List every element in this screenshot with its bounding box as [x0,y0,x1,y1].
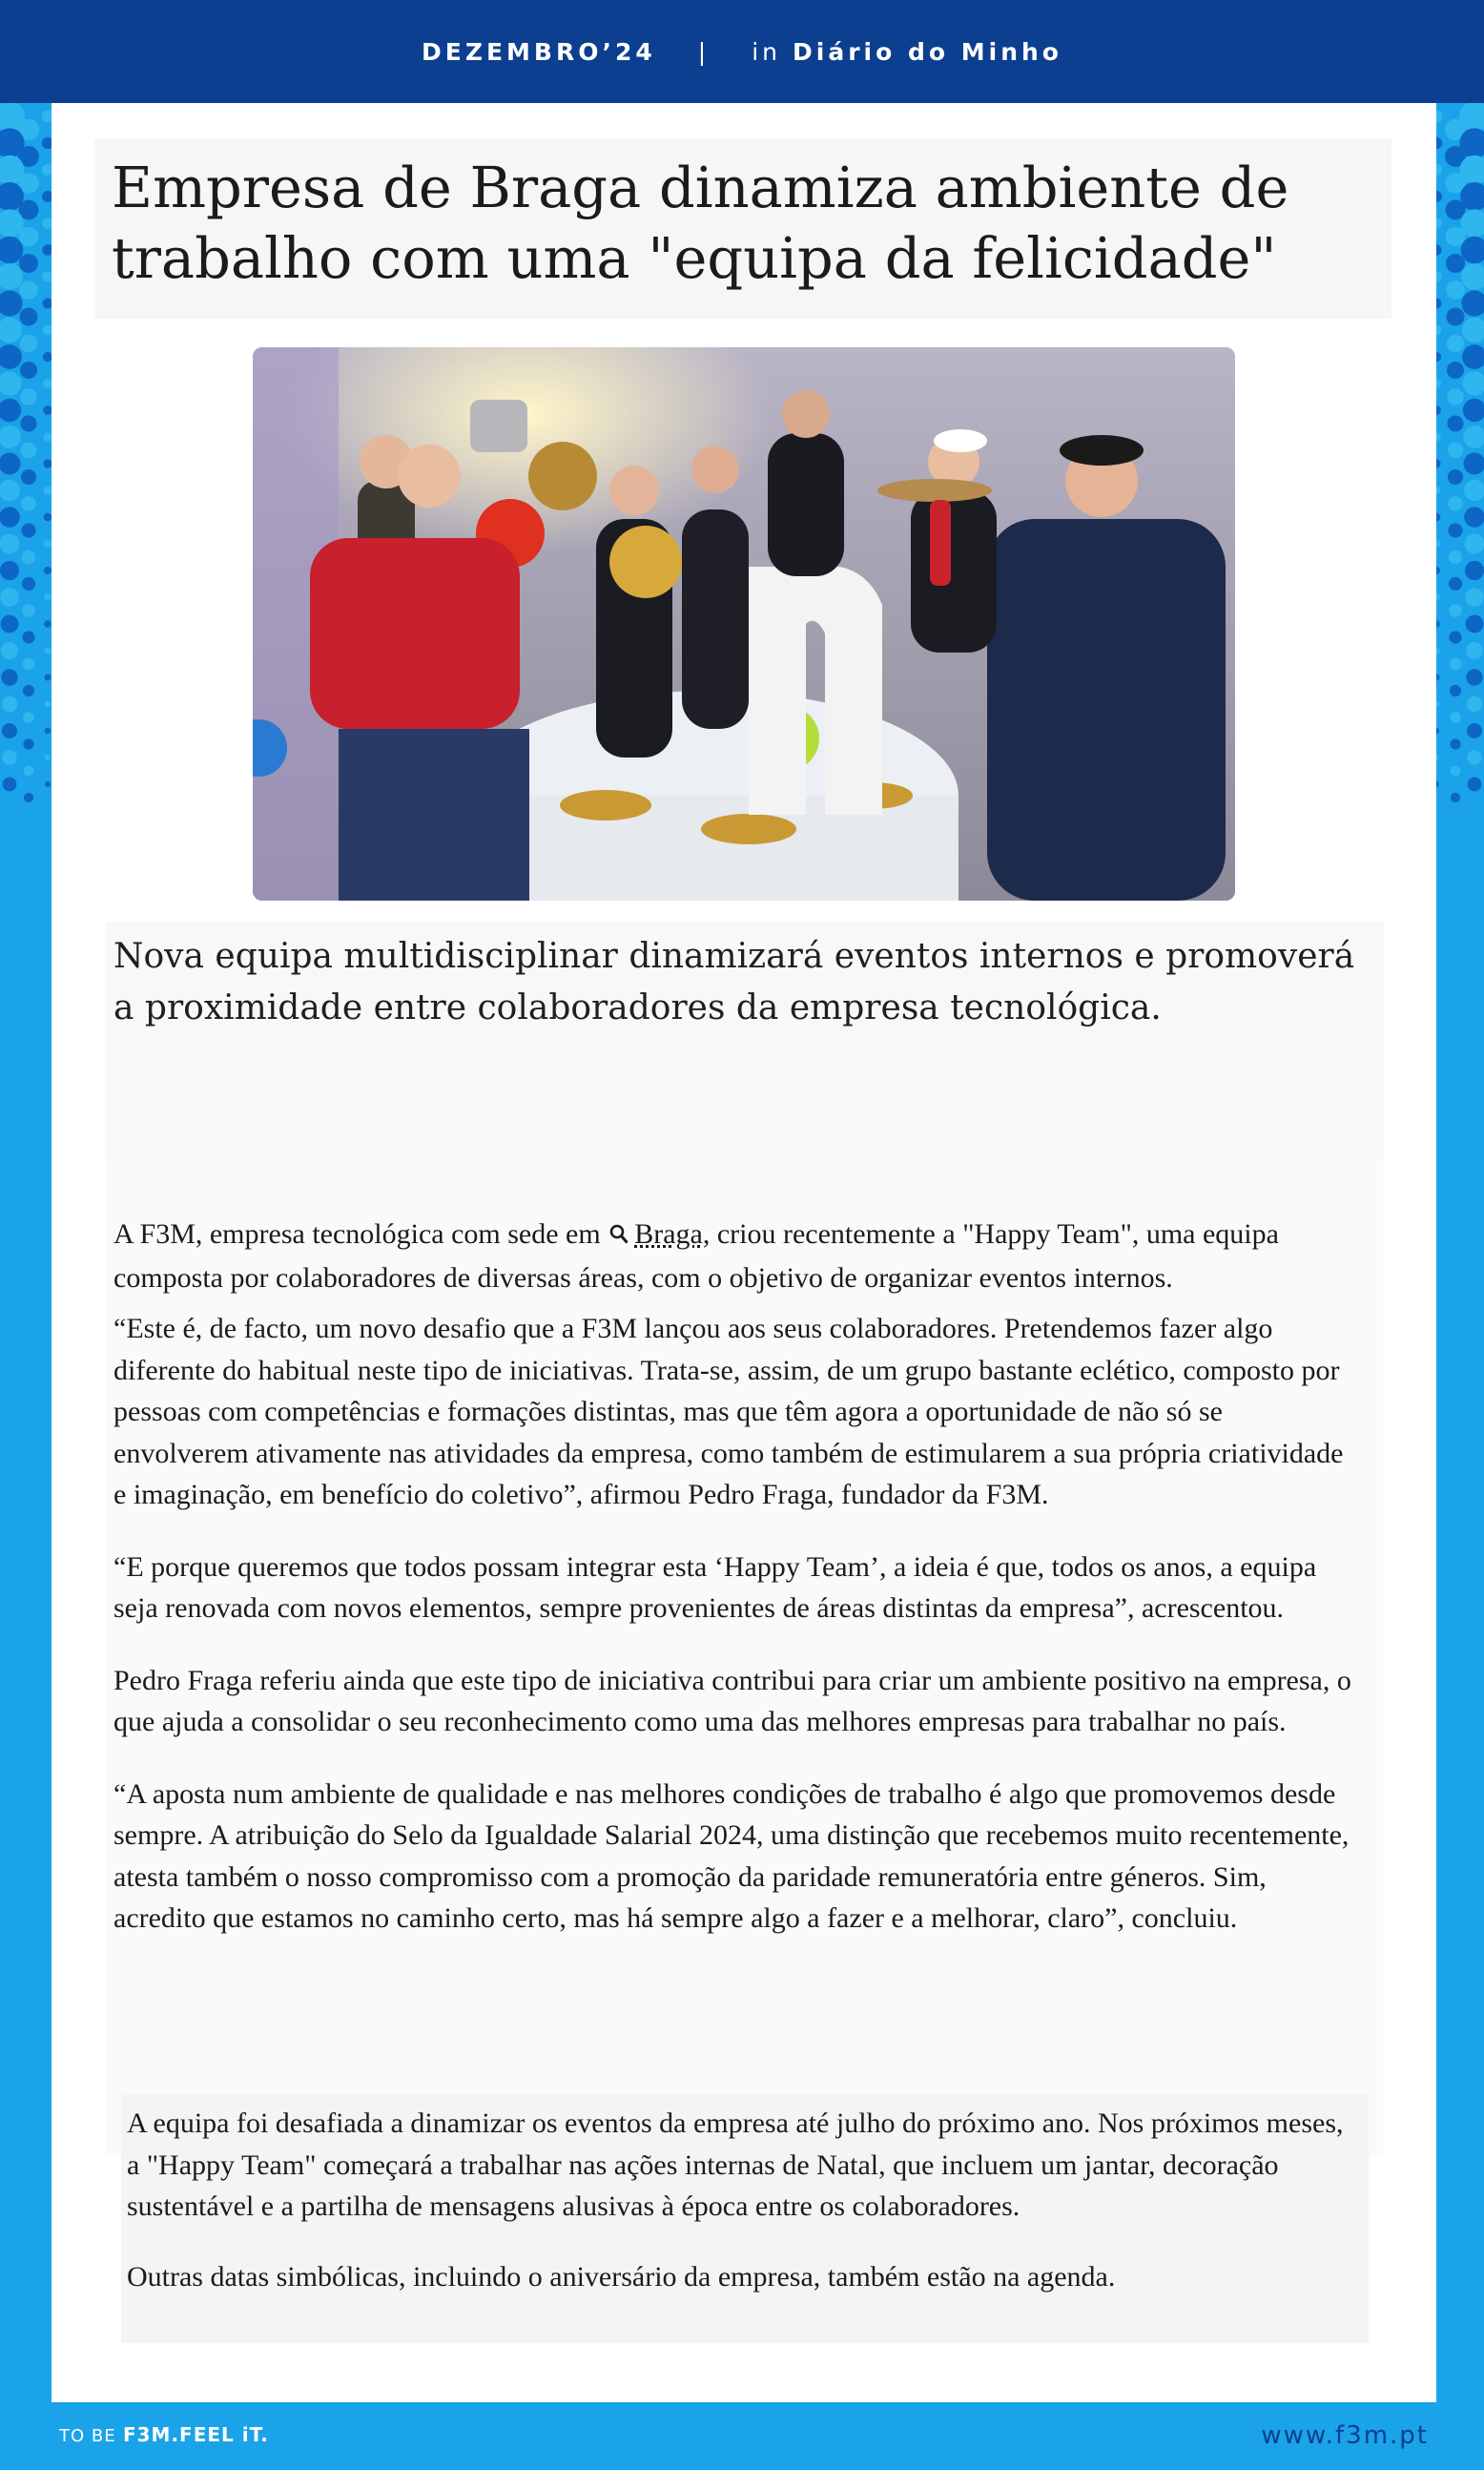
decor-dot [1448,523,1462,537]
decor-dot [1448,496,1463,511]
decor-dot [2,723,17,738]
decor-dot [1436,675,1439,681]
decor-dot [0,453,21,475]
decor-dot [19,227,38,246]
article-body [106,1160,1384,2155]
decor-dot [1447,415,1463,431]
decor-dot [43,352,52,362]
decor-dot [21,496,36,511]
decor-dot [1462,371,1484,395]
decor-dot [23,712,34,723]
headline-container [94,139,1391,319]
decor-dot [1449,631,1461,643]
decor-dot [42,111,52,123]
decor-dot [44,647,51,654]
lede-container [106,922,1384,1160]
body-paragraph: “Este é, de facto, um novo desafio que a F3M lançou aos seus colaboradores. Pretendemos fazer algo diferente do habitual neste tipo de iniciativas. Trata-se, assim, de um grupo bastante eclético, composto por pessoas com competências e formações distintas, mas que têm agora a oportunidade de não só se envolverem ativamente nas atividades da empresa, como também de estimularem a sua própria criatividade e imaginação, em benefício do coletivo”, afirmou Pedro Fraga, fundador da F3M. [113,1313,1344,1510]
decor-dot [1436,299,1441,309]
closing-paragraph: A equipa foi desafiada a dinamizar os eventos da empresa até julho do próximo ano. Nos próximos meses, a "Happy Team" começará a trabalhar nas ações internas de Natal, que incluem um jantar, decoração sustentável e a partilha de mensagens alusivas à época entre os colaboradores. [127,2107,1344,2222]
decor-dot [45,701,52,708]
decor-dot [3,778,17,792]
decor-dot [20,335,38,353]
decor-dot [1436,755,1439,760]
intro-paragraph [113,1214,1353,1298]
decor-dot [1447,362,1464,379]
decor-dot [1465,534,1484,554]
decor-dot [1464,453,1484,475]
decor-dot [1436,567,1440,574]
decor-dot [19,280,37,299]
decor-dot [19,254,38,273]
decor-dot [0,371,22,395]
decor-dot [22,604,35,617]
decor-dot [45,755,51,760]
decor-dot [20,362,37,379]
footer-bar [0,2402,1484,2470]
decor-dot [1464,507,1484,528]
decor-dot [1436,432,1441,441]
decor-dot [1451,766,1461,777]
tagline-brand: F3M.FEEL iT. [122,2423,269,2446]
decor-dot [1436,701,1439,708]
decor-dot [45,781,51,787]
decor-dot [19,307,37,325]
body-paragraph: Pedro Fraga referiu ainda que este tipo de iniciativa contribui para criar um ambiente positivo na empresa, o que ajuda a consolidar o seu reconhecimento como uma das melhores empresas para trabalhar no país. [113,1664,1351,1737]
decor-dot [0,426,21,448]
decor-dot [22,550,36,565]
in-label: in [752,37,782,66]
decor-dot [43,299,52,309]
decor-dot [23,738,33,749]
decor-dot [1436,352,1441,362]
decor-dot [20,415,36,431]
decor-dot [45,675,52,681]
decor-dot [21,443,37,459]
decor-dot [1462,344,1484,369]
tagline-prefix: TO BE [59,2426,116,2446]
decor-dot [42,244,52,255]
decor-dot [45,728,51,734]
decor-dot [23,685,34,696]
decor-dot [24,793,33,802]
decor-dot [23,658,35,671]
decor-dot [1436,137,1442,150]
decor-dot [1436,781,1439,787]
decor-dot [44,567,52,574]
decor-dot [2,696,18,713]
decor-dot [44,540,52,548]
article-card [52,103,1436,2402]
decor-dot [1464,480,1484,501]
decor-dot [1468,778,1482,792]
decor-dot [20,388,37,405]
place-link-braga[interactable]: Braga [634,1218,703,1250]
decor-dot [1436,191,1442,202]
decor-dot [0,507,20,528]
article-headline: Empresa de Braga dinamiza ambiente de trabalho com uma "equipa da felicidade" [112,155,1289,291]
decor-dot [43,379,52,388]
decor-dot [1466,669,1482,685]
decor-dot [1461,263,1484,290]
decor-dot [0,588,19,607]
closing-paragraph: Outras datas simbólicas, incluindo o aniversário da empresa, também estão na agenda. [127,2260,1116,2293]
decor-dot [1446,280,1464,299]
decor-dot [1436,647,1440,654]
issue-month: DEZEMBRO’24 [422,37,656,66]
decor-dot [0,480,20,501]
team-photo [253,347,1235,901]
decor-dot [1436,487,1440,495]
decor-dot [1446,227,1465,246]
publication-name: Diário do Minho [793,37,1062,66]
banner-separator: | [697,37,711,66]
body-paragraph: “E porque queremos que todos possam integrar esta ‘Happy Team’, a ideia é que, todos os anos, a equipa seja renovada com novos elementos, sempre provenientes de áreas distintas da empresa”, acrescentou. [113,1550,1317,1624]
decor-dot [43,432,52,441]
magnifier-icon[interactable] [609,1215,630,1257]
decor-dot [1436,459,1441,467]
decor-dot [1466,642,1483,659]
decor-dot [1451,793,1460,802]
decor-dot [1446,254,1465,273]
decor-dot [1436,218,1442,229]
decor-dot [1436,325,1441,336]
decor-dot [1467,696,1483,713]
decor-dot [42,164,52,176]
decor-dot [42,271,52,281]
decor-dot [1449,550,1463,565]
decor-dot [1449,577,1462,591]
decorative-dots-right [1436,103,1484,2402]
decor-dot [1446,307,1464,325]
decor-dot [1436,405,1441,415]
decor-dot [1436,164,1442,176]
decor-dot [42,191,52,202]
body-paragraph: “A aposta num ambiente de qualidade e nas melhores condições de trabalho é algo que promovemos desde sempre. A atribuição do Selo da Igualdade Salarial 2024, uma distinção que recebemos muito recentemente, atesta também o nosso compromisso com a promoção da paridade remuneratória entre géneros. Sim, acredito que estamos no caminho certo, mas há sempre algo a fazer e a melhorar, claro”, concluiu. [113,1777,1350,1934]
decor-dot [44,620,52,628]
decor-dot [1447,335,1465,353]
decor-dot [21,523,35,537]
decor-dot [1450,738,1460,749]
decor-dot [1436,379,1441,388]
decor-dot [1466,615,1484,633]
decor-dot [44,487,52,495]
decor-dot [1436,271,1442,281]
decor-dot [1436,513,1440,522]
decor-dot [1462,318,1484,342]
decor-dot [43,325,52,336]
decor-dot [1467,723,1482,738]
decorative-dots-left [0,103,52,2402]
decor-dot [22,577,35,591]
decor-dot [24,766,34,777]
intro-text-start: A F3M, empresa tecnológica com sede em [113,1218,608,1250]
intro-text-end: , criou recentemente a "Happy Team", uma equipa composta por colaboradores de diversas áreas, com o objetivo de organizar eventos internos. [113,1218,1279,1294]
decor-dot [44,513,52,522]
decor-dot [1436,111,1442,123]
decor-dot [1436,728,1439,734]
decor-dot [1,669,17,685]
decor-dot [1450,685,1461,696]
decor-dot [0,290,23,316]
decor-dot [1448,469,1463,485]
decor-dot [42,137,52,150]
decor-dot [0,534,19,554]
decor-dot [1467,750,1481,764]
decor-dot [44,593,52,601]
decor-dot [2,750,16,764]
decor-dot [1436,540,1440,548]
decor-dot [1448,443,1464,459]
top-banner [0,0,1484,103]
decor-dot [1461,290,1484,316]
decor-dot [42,218,52,229]
closing-section [121,2093,1369,2343]
decor-dot [1,642,18,659]
decor-dot [0,344,22,369]
decor-dot [1436,593,1440,601]
decor-dot [0,318,22,342]
website-link[interactable]: www.f3m.pt [1261,2421,1429,2450]
decor-dot [1450,658,1462,671]
decor-dot [1450,712,1461,723]
decor-dot [43,405,52,415]
decor-dot [1465,561,1484,580]
decor-dot [1436,620,1440,628]
decor-dot [43,459,52,467]
decor-dot [1449,604,1462,617]
decor-dot [1,615,19,633]
decor-dot [1465,588,1484,607]
decor-dot [1463,426,1484,448]
decor-dot [1463,399,1484,422]
decor-dot [1436,244,1442,255]
decor-dot [22,631,34,643]
footer-tagline [59,2423,269,2446]
decor-dot [0,263,23,290]
article-lede: Nova equipa multidisciplinar dinamizará eventos internos e promoverá a proximidade entre colaboradores da empresa tecnológica. [113,937,1355,1027]
decor-dot [1447,388,1464,405]
decor-dot [0,399,21,422]
decor-dot [21,469,36,485]
decor-dot [0,561,19,580]
